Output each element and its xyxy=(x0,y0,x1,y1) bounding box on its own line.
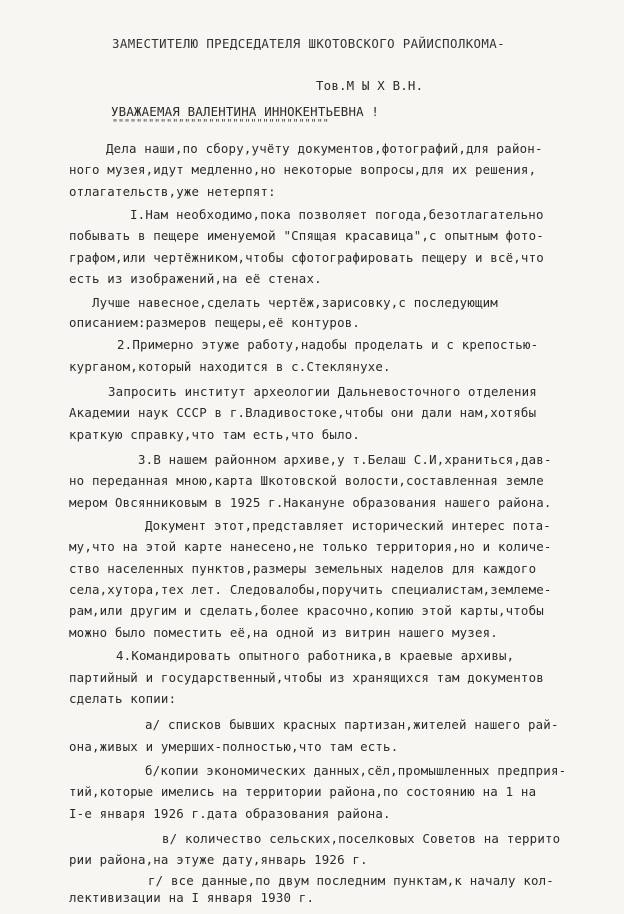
addressee-line: Тов.М Ы Х В.Н. xyxy=(316,78,424,93)
body-line: 4.Командировать опытного работника,в краевые архивы, xyxy=(116,648,515,664)
body-line: 2.Примерно этуже работу,надобы проделать и с крепостью- xyxy=(117,337,539,353)
body-line: Документ этот,представляет исторический интерес пота- xyxy=(145,517,551,533)
body-line: есть из изображений,на её стенах. xyxy=(69,271,322,287)
body-line: ного музея,идут медленно,но некоторые вопросы,для их решения, xyxy=(69,162,537,178)
body-line: I.Нам необходимо,пока позволяет погода,безотлагательно xyxy=(130,207,544,223)
salutation-underline: """""""""""""""""""""""""""""""""""" xyxy=(112,118,329,129)
body-line: краткую справку,что там есть,что было. xyxy=(69,426,361,442)
body-line: рии района,на этуже дату,январь 1926 г. xyxy=(69,852,368,868)
body-line: партийный и государственный,чтобы из хранящихся там документов xyxy=(69,669,544,685)
body-line: курганом,который находится в с.Стеклянухе. xyxy=(69,358,391,374)
body-line: 3.В нашем районном архиве,у т.Белаш С.И,храниться,дав- xyxy=(138,451,552,467)
body-line: му,что на этой карте нанесено,не только территория,но и количе- xyxy=(69,539,552,555)
body-line: а/ списков бывших красных партизан,жителей нашего рай- xyxy=(145,717,559,733)
body-line: отлагательств,уже нетерпят: xyxy=(69,183,276,199)
body-line: она,живых и умерших-полностью,что там есть. xyxy=(69,738,399,754)
body-line: сделать копии: xyxy=(69,690,177,706)
body-line: I-е января 1926 г.дата образования района. xyxy=(69,805,391,821)
body-line: лективизации на I января 1930 г. xyxy=(69,890,315,905)
body-line: Лучше навесное,сделать чертёж,зарисовку,с последующим xyxy=(92,294,498,310)
body-line: рам,или другим и сделать,более красочно,копию этой карты,чтобы xyxy=(69,603,544,619)
body-line: мером Овсянниковым в 1925 г.Накануне образования нашего района. xyxy=(69,494,552,510)
body-line: Дела наши,по сбору,учёту документов,фотографий,для район- xyxy=(106,141,543,156)
body-line: тий,которые имелись на территории района,по состоянию на 1 на xyxy=(69,784,537,800)
body-line: села,хутора,тех лет. Следовалобы,поручить специалистам,землеме- xyxy=(69,582,552,597)
body-line: описанием:размеров пещеры,её контуров. xyxy=(69,314,361,330)
body-line: Запросить институт археологии Дальневосточного отделения xyxy=(108,383,537,399)
body-line: побывать в пещере именуемой "Спящая красавица",с опытным фото- xyxy=(69,228,544,244)
body-line: можно было поместить её,на одной из витрин нашего музея. xyxy=(69,624,498,640)
body-line: Академии наук СССР в г.Владивостоке,чтобы они дали нам,хотябы xyxy=(69,405,537,421)
salutation: УВАЖАЕМАЯ ВАЛЕНТИНА ИННОКЕНТЬЕВНА ! xyxy=(111,104,380,119)
body-line: ство населенных пунктов,размеры земельных наделов для каждого xyxy=(69,560,537,576)
body-line: в/ количество сельских,поселковых Советов на террито xyxy=(162,830,561,846)
body-line: графом,или чертёжником,чтобы сфотографировать пещеру и всё,что xyxy=(69,249,544,265)
body-line: б/копии экономических данных,сёл,промышленных предприя- xyxy=(145,762,567,778)
body-line: но переданная мною,карта Шкотовской волости,составленная земле xyxy=(69,473,544,489)
letter-heading: ЗАМЕСТИТЕЛЮ ПРЕДСЕДАТЕЛЯ ШКОТОВСКОГО РАЙИСПОЛКОМА- xyxy=(112,36,505,51)
body-line: г/ все данные,по двум последним пунктам,к началу кол- xyxy=(148,872,554,888)
